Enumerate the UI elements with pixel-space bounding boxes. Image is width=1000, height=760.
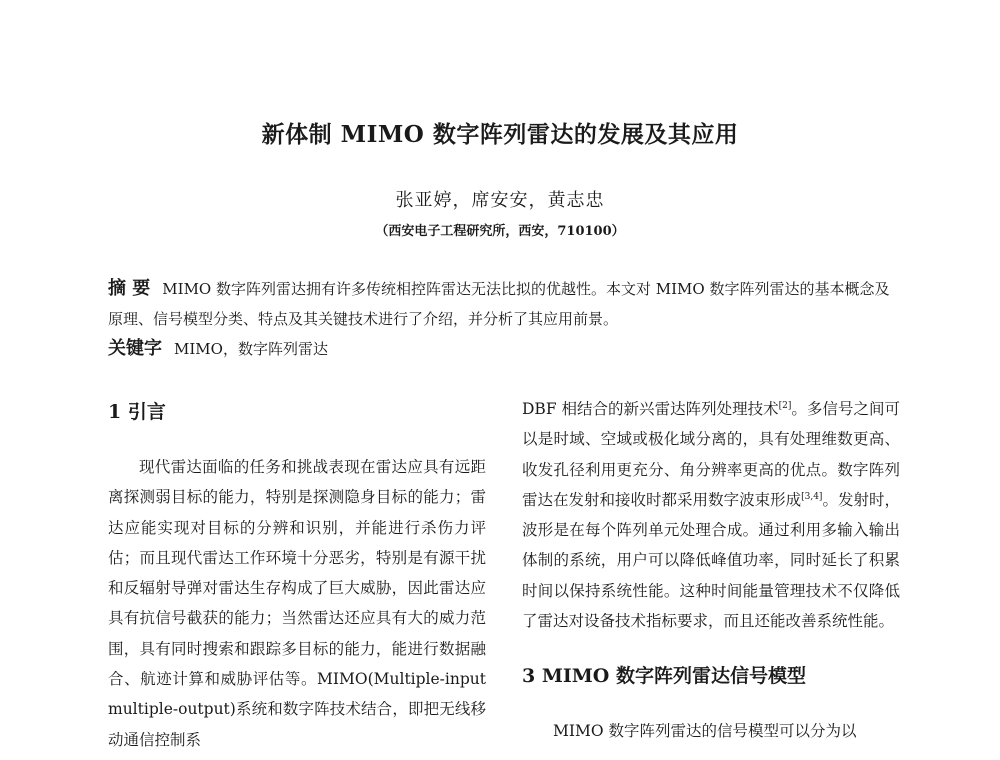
citation-ref-3-4: [3,4]	[801, 491, 823, 502]
right-column-paragraph	[522, 394, 900, 636]
citation-ref-2: [2]	[778, 400, 792, 411]
right-column	[522, 394, 900, 747]
section-3-heading: 3 MIMO 数字阵列雷达信号模型	[522, 665, 806, 688]
section-3-paragraph: MIMO 数字阵列雷达的信号模型可以分为以	[553, 722, 857, 741]
keywords-block	[108, 334, 900, 364]
paper-affiliation: （西安电子工程研究所，西安，710100）	[375, 224, 625, 239]
right-para-text-a: DBF 相结合的新兴雷达阵列处理技术	[522, 400, 779, 418]
paper-authors: 张亚婷，席安安，黄志忠	[395, 190, 605, 211]
abstract-block	[108, 274, 900, 334]
keywords-label: 关键字	[108, 338, 162, 359]
section-1-heading: 1 引言	[108, 401, 166, 423]
abstract-text: MIMO 数字阵列雷达拥有许多传统相控阵雷达无法比拟的优越性。本文对 MIMO 数字阵列雷达的基本概念及原理、信号模型分类、特点及其关键技术进行了介绍，并分析了其应用前景。	[108, 280, 890, 328]
section-1-paragraph: 现代雷达面临的任务和挑战表现在雷达应具有远距离探测弱目标的能力，特别是探测隐身目标的能力；雷达应能实现对目标的分辨和识别，并能进行杀伤力评估；而且现代雷达工作环境十分恶劣，特别是有源干扰和反辐射导弹对雷达生存构成了巨大威胁，因此雷达应具有抗信号截获的能力；当然雷达还应具有大的威力范围，具有同时搜索和跟踪多目标的能力，能进行数据融合、航迹计算和威胁评估等。MIMO(Multiple-input multiple-output)系统和数字阵技术结合，即把无线移动通信控制系	[108, 458, 486, 749]
right-para-text-b: 。多信号之间可以是时域、空域或极化域分离的，具有处理维数更高、收发孔径利用更充分、角分辨率更高的优点。数字阵列雷达在发射和接收时都采用数字波束形成	[522, 400, 900, 509]
keywords-text: MIMO，数字阵列雷达	[174, 340, 328, 358]
abstract-label: 摘 要	[108, 278, 151, 299]
left-column	[108, 394, 486, 755]
right-para-text-c: 。发射时，波形是在每个阵列单元处理合成。通过利用多输入输出体制的系统，用户可以降低峰值功率，同时延长了积累时间以保持系统性能。这种时间能量管理技术不仅降低了雷达对设备技术指标要求，而且还能改善系统性能。	[522, 490, 900, 631]
paper-title: 新体制 MIMO 数字阵列雷达的发展及其应用	[261, 121, 739, 148]
